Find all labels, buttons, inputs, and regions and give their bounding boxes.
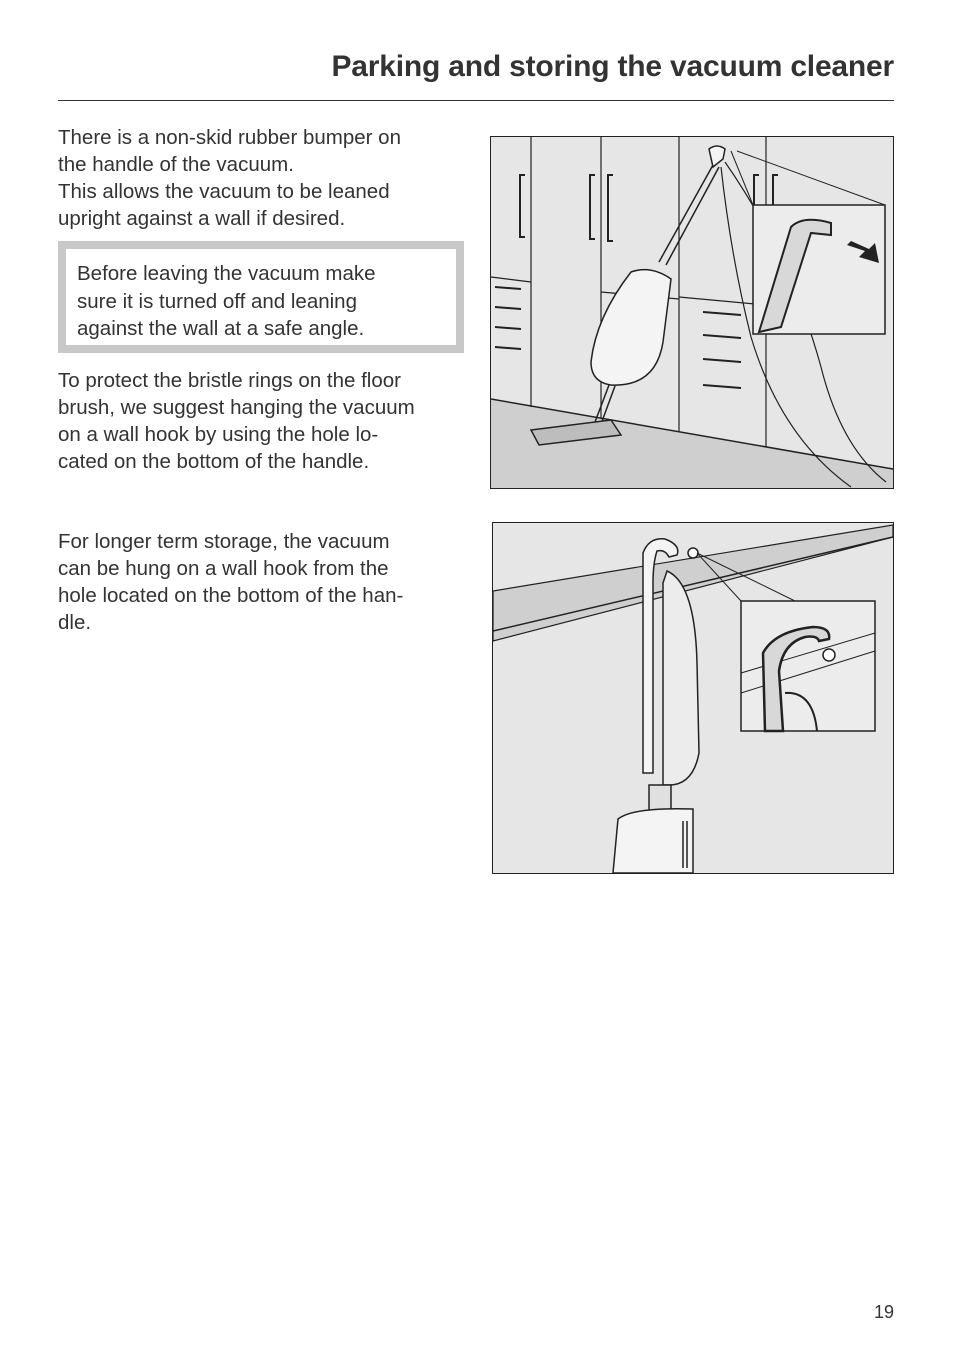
intro-line: upright against a wall if desired. <box>58 207 346 230</box>
hanging-vacuum-illustration <box>492 522 894 874</box>
intro-line: the handle of the vacuum. <box>58 153 294 176</box>
storage-line: can be hung on a wall hook from the <box>58 557 389 580</box>
page-title: Parking and storing the vacuum cleaner <box>331 50 894 83</box>
warning-line: Before leaving the vacuum make <box>77 262 376 285</box>
intro-line: This allows the vacuum to be leaned <box>58 180 390 203</box>
protect-line: brush, we suggest hanging the vacuum <box>58 396 415 419</box>
protect-line: cated on the bottom of the handle. <box>58 450 370 473</box>
leaning-vacuum-illustration <box>490 136 894 489</box>
storage-paragraph <box>58 528 468 636</box>
protect-paragraph <box>58 367 468 475</box>
storage-line: dle. <box>58 611 92 634</box>
title-divider <box>58 100 894 101</box>
warning-line: sure it is turned off and leaning <box>77 289 357 313</box>
warning-box <box>58 241 464 353</box>
protect-line: To protect the bristle rings on the floor <box>58 369 401 392</box>
page-number: 19 <box>873 1302 894 1322</box>
storage-line: For longer term storage, the vacuum <box>58 530 390 553</box>
warning-line: against the wall at a safe angle. <box>77 317 365 340</box>
storage-line: hole located on the bottom of the han- <box>58 584 404 607</box>
intro-paragraph <box>58 124 468 232</box>
protect-line: on a wall hook by using the hole lo- <box>58 423 379 446</box>
intro-line: There is a non-skid rubber bumper on <box>58 126 401 149</box>
